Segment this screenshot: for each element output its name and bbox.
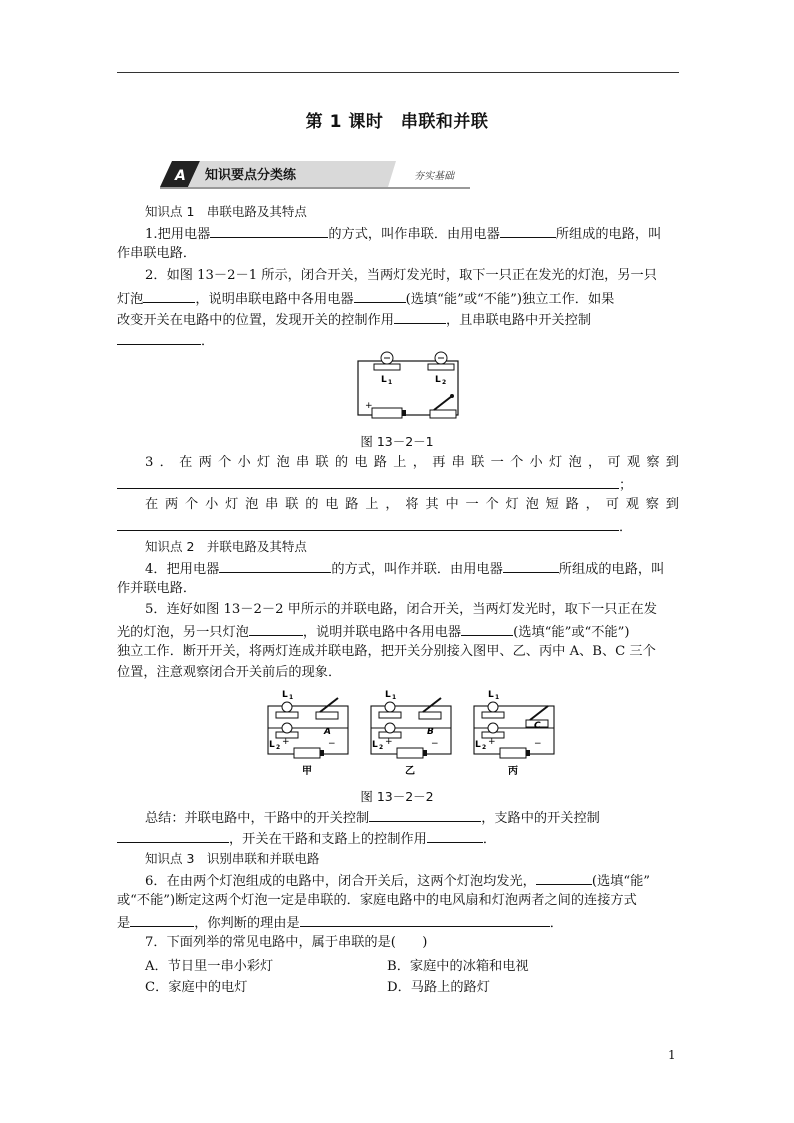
- bulb-l1-base: [379, 712, 401, 718]
- summary-line-2: ，开关在干路和支路上的控制作用 ．: [117, 829, 679, 849]
- switch-base: [419, 712, 441, 719]
- question-2-line-3: 改变开关在电路中的位置，发现开关的控制作用 ，且串联电路中开关控制: [117, 310, 679, 330]
- banner-badge: A: [175, 168, 186, 184]
- question-3-line-2: ；: [117, 475, 679, 495]
- battery-terminal: [320, 750, 324, 756]
- plus-sign: +: [488, 737, 496, 747]
- answer-blank[interactable]: [503, 559, 559, 573]
- label-l1-sub: 1: [289, 694, 294, 701]
- section-banner: [160, 159, 470, 191]
- bulb-l1-base: [482, 712, 504, 718]
- question-3-line-3: 在两个小灯泡串联的电路上，将其中一个灯泡短路，可观察到: [145, 497, 679, 512]
- figure-13-2-1: [352, 346, 464, 424]
- circuit-panel-3: [474, 690, 554, 777]
- question-7-stem: 7．下面列举的常见电路中，属于串联的是( ): [145, 935, 428, 950]
- question-5-line-3: 独立工作．断开开关，将两灯连成并联电路，把开关分别接入图甲、乙、丙中 A、B、C 三个: [117, 644, 656, 659]
- switch-label: A: [324, 727, 331, 737]
- question-5-line-4: 位置，注意观察闭合开关前后的现象．: [117, 665, 342, 680]
- figure-13-2-2: [260, 684, 560, 780]
- section-heading-3: 知识点 3 识别串联和并联电路: [145, 851, 320, 866]
- figure-13-2-2-caption: 图 13－2－2: [360, 789, 434, 804]
- label-l2-sub: 2: [482, 744, 487, 751]
- minus-sign: −: [328, 739, 336, 749]
- battery-icon: [397, 748, 423, 758]
- option-a[interactable]: A．节日里一串小彩灯: [145, 959, 274, 974]
- switch-label: C: [534, 721, 541, 731]
- label-l1-sub: 1: [388, 379, 393, 386]
- question-2-line-1: 2．如图 13－2－1 所示，闭合开关，当两灯发光时，取下一只正在发光的灯泡，另一只: [145, 268, 657, 283]
- plus-sign: +: [385, 737, 393, 747]
- answer-blank[interactable]: [500, 224, 556, 238]
- switch-base: [316, 712, 338, 719]
- battery-terminal: [526, 750, 530, 756]
- answer-blank[interactable]: [536, 871, 592, 885]
- question-5-line-1: 5．连好如图 13－2－2 甲所示的并联电路，闭合开关，当两灯发光时，取下一只正在发: [145, 602, 657, 617]
- label-l2: L: [372, 740, 378, 750]
- circuit-panel-2: [371, 690, 451, 777]
- switch-label: B: [427, 727, 434, 737]
- question-4-line-1: 4．把用电器 的方式，叫作并联．由用电器 所组成的电路，叫: [145, 559, 679, 579]
- label-l2-sub: 2: [276, 744, 281, 751]
- figure-13-2-1-caption: 图 13－2－1: [360, 434, 434, 449]
- switch-lever: [530, 706, 548, 720]
- question-6-line-3: 是 ，你判断的理由是 ．: [117, 913, 679, 933]
- answer-blank[interactable]: [249, 622, 303, 636]
- section-heading-1: 知识点 1 串联电路及其特点: [145, 204, 307, 219]
- label-l2: L: [435, 375, 441, 385]
- answer-blank[interactable]: [394, 310, 446, 324]
- bulb-l2-icon: [282, 723, 292, 733]
- question-2-line-4: ．: [117, 331, 679, 351]
- bulb-l1-icon: [385, 702, 395, 712]
- answer-blank[interactable]: [427, 829, 483, 843]
- answer-blank[interactable]: [369, 808, 481, 822]
- answer-blank[interactable]: [219, 559, 331, 573]
- page-title: 第 1 课时 串联和并联: [305, 112, 489, 132]
- answer-blank[interactable]: [210, 224, 328, 238]
- label-l2: L: [269, 740, 275, 750]
- answer-blank[interactable]: [117, 517, 619, 531]
- plus-sign: +: [282, 737, 290, 747]
- answer-blank[interactable]: [143, 289, 195, 303]
- question-1-line-2: 作串联电路．: [117, 246, 197, 261]
- answer-blank[interactable]: [354, 289, 406, 303]
- label-l2-sub: 2: [442, 379, 447, 386]
- panel-label: 丙: [508, 766, 518, 777]
- label-l1: L: [385, 690, 391, 700]
- answer-blank[interactable]: [461, 622, 513, 636]
- svg-text:+: +: [365, 401, 373, 411]
- minus-sign: −: [534, 739, 542, 749]
- banner-label: 知识要点分类练: [205, 168, 297, 183]
- battery-icon: [294, 748, 320, 758]
- panel-label: 甲: [302, 766, 312, 777]
- bulb-l2-icon: [385, 723, 395, 733]
- switch-icon: [430, 394, 456, 418]
- label-l1: L: [488, 690, 494, 700]
- summary-line-1: 总结：并联电路中，干路中的开关控制 ，支路中的开关控制: [145, 808, 679, 828]
- section-heading-2: 知识点 2 并联电路及其特点: [145, 539, 307, 554]
- circuit-panel-1: [268, 690, 348, 777]
- label-l1-sub: 1: [495, 694, 500, 701]
- question-2-line-2: 灯泡 ，说明串联电路中各用电器 (选填“能”或“不能”)独立工作．如果: [117, 289, 679, 309]
- switch-lever: [320, 698, 338, 712]
- label-l1: L: [381, 375, 387, 385]
- option-c[interactable]: C．家庭中的电灯: [145, 980, 248, 995]
- bulb-l1-icon: [282, 702, 292, 712]
- bulb-l1-icon: [488, 702, 498, 712]
- question-6-line-1: 6．在由两个灯泡组成的电路中，闭合开关后，这两个灯泡均发光， (选填“能”: [145, 871, 679, 891]
- header-rule: [117, 72, 679, 73]
- switch-lever: [423, 698, 441, 712]
- answer-blank[interactable]: [117, 829, 229, 843]
- bulb-l2-icon: [488, 723, 498, 733]
- answer-blank[interactable]: [117, 331, 201, 345]
- label-l2-sub: 2: [379, 744, 384, 751]
- option-d[interactable]: D．马路上的路灯: [387, 980, 490, 995]
- question-3-line-1: 3．在两个小灯泡串联的电路上，再串联一个小灯泡，可观察到: [145, 455, 679, 470]
- answer-blank[interactable]: [130, 913, 194, 927]
- battery-terminal: [423, 750, 427, 756]
- minus-sign: −: [431, 739, 439, 749]
- panel-label: 乙: [405, 766, 415, 777]
- question-5-line-2: 光的灯泡，另一只灯泡 ，说明并联电路中各用电器 (选填“能”或“不能”): [117, 622, 679, 642]
- page-number: 1: [668, 1048, 676, 1062]
- battery-icon: [500, 748, 526, 758]
- banner-tag: 夯实基础: [414, 171, 454, 182]
- label-l1: L: [282, 690, 288, 700]
- label-l1-sub: 1: [392, 694, 397, 701]
- question-6-line-2: 或“不能”)断定这两个灯泡一定是串联的．家庭电路中的电风扇和灯泡两者之间的连接方式: [117, 893, 637, 908]
- answer-blank[interactable]: [300, 913, 550, 927]
- question-4-line-2: 作并联电路．: [117, 581, 197, 596]
- question-3-line-4: ．: [117, 517, 679, 537]
- answer-blank[interactable]: [117, 475, 619, 489]
- label-l2: L: [475, 740, 481, 750]
- question-1-line-1: 1.把用电器 的方式，叫作串联．由用电器 所组成的电路，叫: [145, 224, 679, 244]
- bulb-l1-base: [276, 712, 298, 718]
- option-b[interactable]: B．家庭中的冰箱和电视: [387, 959, 529, 974]
